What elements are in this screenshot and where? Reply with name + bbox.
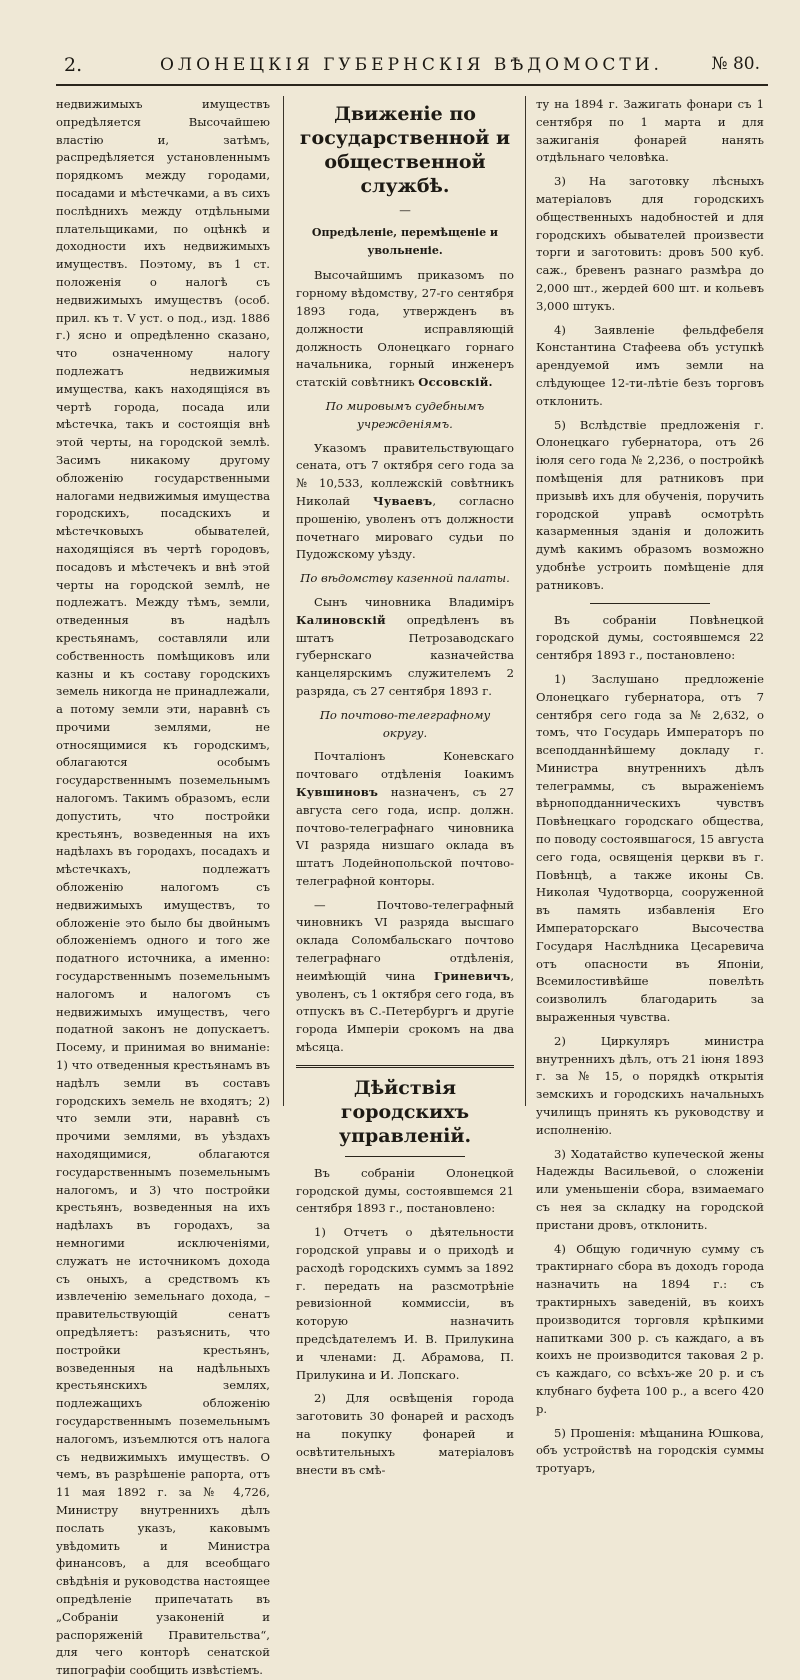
column-3 [536,96,764,1476]
article-paragraph [296,267,514,392]
article-paragraph: недвижимыхъ имуществъ опредѣляется Высочайшею властію и, затѣмъ, распредѣляется установленнымъ порядкомъ между городами, посадами и мѣстечками, а въ сихъ послѣднихъ между отдѣльными плательщиками, по оцѣнкѣ и доходности ихъ недвижимыхъ имуществъ. Поэтому, въ 1 ст. положенія о налогѣ съ недвижимыхъ имуществъ (особ. прил. къ т. V уст. о под., изд. 1886 г.) ясно и опредѣленно сказано, что означенному налогу подлежатъ недвижимыя имущества, какъ находящіяся въ чертѣ города, посада или мѣстечка, такъ и состоящія внѣ этой черты, на городской землѣ. Засимъ никакому другому обложенію государственными налогами недвижимыя имущества городскихъ, посадскихъ и мѣстечковыхъ обывателей, находящіяся въ чертѣ городовъ, посадовъ и мѣстечекъ и внѣ этой черты на городской землѣ, не подлежатъ. Между тѣмъ, земли, отведенныя въ надѣлъ крестьянамъ, составляли или собственность помѣщиковъ или казны и къ составу городскихъ земель никогда не принадлежали, а потому земли эти, наравнѣ съ прочими землями, не относящимися къ городскимъ, облагаются особымъ государственнымъ поземельнымъ налогомъ. Такимъ образомъ, если допустить, что постройки крестьянъ, возведенныя на ихъ надѣлахъ въ городахъ, посадахъ и мѣстечкахъ, подлежатъ обложенію налогомъ съ недвижимыхъ имуществъ, то обложеніе это было бы двойнымъ обложеніемъ одного и того же податного источника, а именно: государственнымъ поземельнымъ налогомъ и налогомъ съ недвижимыхъ имуществъ, чего податной законъ не допускаетъ. Посему, и принимая во вниманіе: 1) что отведенныя крестьянамъ въ надѣлъ земли въ составъ городскихъ земель не входятъ; 2) что земли эти, наравнѣ съ прочими землями, въ уѣздахъ находящимися, облагаются государственнымъ поземельнымъ налогомъ, и 3) что постройки крестьянъ, возведенныя на ихъ надѣлахъ въ городахъ, за немногими исключеніями, служатъ не источникомъ дохода съ оныхъ, а средствомъ къ извлеченію земельнаго дохода, – правительствующій сенатъ опредѣляетъ: разъяснить, что постройки крестьянъ, возведенныя на надѣльныхъ крестьянскихъ землях, подлежащихъ обложенію государственнымъ поземельнымъ налогомъ, изъемлются отъ налога съ недвижимыхъ имуществъ. О чемъ, въ разрѣшеніе рапорта, отъ 11 мая 1892 г. за № 4,726, Министру внутреннихъ дѣлъ послать указъ, каковымъ увѣдомить и Министра финансовъ, а для всеобщаго свѣдѣнія и руководства настоящее опредѣленіе припечатать въ „Собраніи узаконеній и распоряженій Правительства“, для чего конторѣ сенатской типографіи сообщить извѣстіемъ. [56,97,270,1678]
department-heading: По вѣдомству казенной палаты. [300,571,510,586]
person-name: Гриневичъ [433,968,511,983]
section-subtitle: Опредѣленіе, перемѣщеніе и увольненіе. [311,225,499,257]
article-paragraph: 2) Для освѣщенія города заготовить 30 фонарей и расходъ на покупку фонарей и освѣтительныхъ матеріаловъ внести въ смѣ- [296,1391,514,1477]
short-rule [590,603,710,604]
paragraph-text: опредѣленъ въ штатъ Петрозаводскаго губернскаго казначейства канцелярскимъ служителемъ 2 разряда, съ 27 сентября 1893 г. [296,612,514,698]
column-2 [296,96,514,1477]
article-paragraph [296,594,514,701]
person-name: Чуваевъ [373,493,433,508]
paragraph-text: , уволенъ, съ 1 октября сего года, въ отпускъ въ С.-Петербургъ и другіе города Имперіи срокомъ на два мѣсяца. [296,968,514,1055]
person-name: Калиновскій [296,612,386,627]
article-paragraph: 3) Ходатайство купеческой жены Надежды Васильевой, о сложеніи или уменьшеніи сбора, взимаемаго съ нея за складку на городской пристани дровъ, отклонить. [536,1146,764,1232]
person-name: Оссовскій. [418,375,493,390]
issue-number: № 80. [711,54,760,74]
paragraph-text: — Почтово-телеграфный чиновникъ VI разряда высшаго оклада Соломбальскаго почтово телеграфнаго отдѣленія, неимѣющій чина [296,897,514,983]
department-heading: По мировымъ судебнымъ учрежденіямъ. [325,398,485,431]
column-divider [283,96,284,1106]
article-paragraph: 5) Прошенія: мѣщанина Юшкова, объ устройствѣ на городскія суммы тротуаръ, [536,1425,764,1476]
article-paragraph [296,440,514,565]
section-title-service: Движеніе по государственной и общественной службѣ. [299,103,511,197]
article-paragraph: Въ собраніи Олонецкой городской думы, состоявшемся 21 сентября 1893 г., постановлено: [296,1165,514,1216]
masthead [56,48,768,86]
department-heading: По почтово-телеграфному округу. [319,707,491,740]
section-separator [296,1065,514,1068]
paragraph-text: Почталіонъ Коневскаго почтоваго отдѣленія Іоакимъ [296,749,514,782]
paragraph-text: , согласно прошенію, уволенъ отъ должности почетнаго мироваго судьи по Пудожскому уѣзду. [296,493,514,562]
short-rule [345,1156,465,1157]
article-paragraph: 1) Отчетъ о дѣятельности городской управы и о приходѣ и расходѣ городскихъ суммъ за 1892 г. передать на разсмотрѣніе ревизіонной коммиссіи, въ которую назначить предсѣдателемъ И. В. Прилукина и членами: Д. Абрамова, П. Прилукина и И. Лопскаго. [296,1225,514,1382]
section-title-city-administrations: Дѣйствія городскихъ управленій. [338,1076,472,1147]
article-paragraph: 5) Вслѣдствіе предложенія г. Олонецкаго губернатора, отъ 26 іюля сего года № 2,236, о постройкѣ помѣщенія для ратниковъ при призывѣ ихъ для обученія, поручить городской управѣ осмотрѣть казарменныя зданія и доложить думѣ какимъ образомъ возможно удобнѣе устроить помѣщеніе для ратниковъ. [536,417,764,592]
article-paragraph: 4) Заявленіе фельдфебеля Константина Стафеева объ уступкѣ арендуемой имъ земли на слѣдующее 12-ти-лѣтіе безъ торговъ отклонить. [536,322,764,408]
article-paragraph: 3) На заготовку лѣсныхъ матеріаловъ для городскихъ общественныхъ надобностей и для городскихъ обывателей произвести торги и заготовить: дровъ 500 куб. саж., бревенъ разнаго размѣра до 2,000 шт., жердей 600 шт. и кольевъ 3,000 штукъ. [536,174,764,313]
article-paragraph [296,897,514,1057]
page-number: 2. [64,54,83,76]
newspaper-title: ОЛОНЕЦКІЯ ГУБЕРНСКІЯ ВѢДОМОСТИ. [160,55,663,75]
article-paragraph [296,748,514,890]
paragraph-text: Высочайшимъ приказомъ по горному вѣдомству, 27-го сентября 1893 года, утвержденъ въ должности исправляющій должность Олонецкаго горнаго начальника, горный инженеръ статскій совѣтникъ [296,268,514,390]
article-paragraph: Въ собраніи Повѣнецкой городской думы, состоявшемся 22 сентября 1893 г., постановлено: [536,612,764,663]
article-paragraph: 1) Заслушано предложеніе Олонецкаго губернатора, отъ 7 сентября сего года за № 2,632, о томъ, что Государь Императоръ по всеподданнѣйшему докладу г. Министра внутреннихъ дѣлъ телеграммы, съ выраженіемъ вѣрноподданническихъ чувствъ Повѣнецкаго городскаго общества, по поводу состоявшагося, 15 августа сего года, освященія церкви въ г. Повѣнцѣ, а также иконы Св. Николая Чудотворца, сооруженной въ память избавленія Его Императорскаго Высочества Государя Наслѣдника Цесаревича отъ опасности въ Японіи, Всемилостивѣйше повелѣть соизволилъ благодарить за выраженныя чувства. [536,671,764,1025]
person-name: Кувшиновъ [296,784,379,799]
article-paragraph: 2) Циркуляръ министра внутреннихъ дѣлъ, отъ 21 іюня 1893 г. за № 15, о порядкѣ открытія земскихъ и городскихъ начальныхъ училищъ принять къ руководству и исполненію. [536,1033,764,1137]
article-paragraph: ту на 1894 г. Зажигать фонари съ 1 сентября по 1 марта и для зажиганія фонарей нанять отдѣльнаго человѣка. [536,97,764,165]
paragraph-text: назначенъ, съ 27 августа сего года, испр. должн. почтово-телеграфнаго чиновника VI разряда низшаго оклада въ штатъ Лодейнопольской почтово-телеграфной конторы. [296,784,514,888]
section-dash: — [399,203,411,217]
column-1 [56,96,270,1678]
column-divider [525,96,526,1106]
paragraph-text: Указомъ правительствующаго сената, отъ 7 октября сего года за № 10,533, коллежскій совѣтникъ Николай [296,440,514,508]
paragraph-text: Сынъ чиновника Владиміръ [314,594,514,609]
article-paragraph: 4) Общую годичную сумму съ трактирнаго сбора въ доходъ города назначить на 1894 г.: съ трактирныхъ заведеній, въ коихъ производится торговля крѣпкими напитками 300 р. съ каждаго, а въ коихъ не производится таковая 2 р. съ каждаго, со всѣхъ-же 20 р. и съ клубнаго буфета 100 р., а всего 420 р. [536,1241,764,1416]
